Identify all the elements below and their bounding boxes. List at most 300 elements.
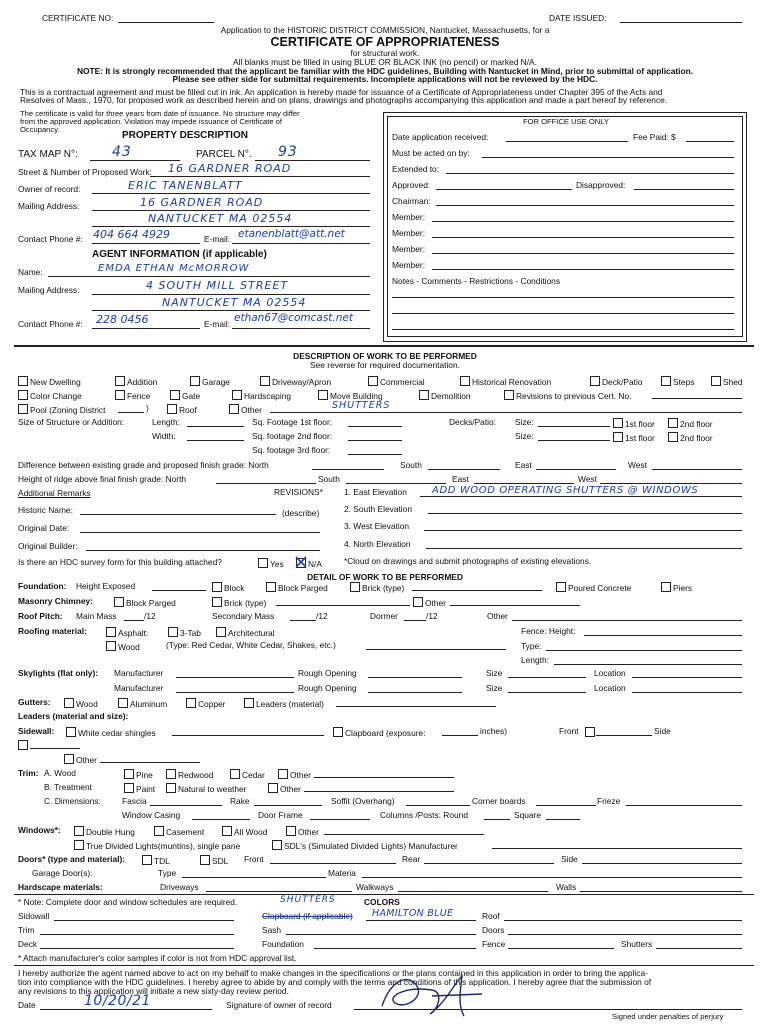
skylight-size-field[interactable] [508,677,586,678]
checkbox-icon [585,727,595,737]
section-divider [14,345,754,347]
skylights-label: Skylights (flat only): [18,668,99,678]
checkbox-icon [661,376,671,386]
soffit-field[interactable] [406,805,470,806]
cb-gate[interactable] [170,390,200,400]
cb-roof[interactable] [167,404,197,414]
cb-demolition[interactable] [419,390,471,400]
color-sash-label: Sash [262,925,282,935]
revisions-cert-field[interactable] [652,398,742,399]
checkbox-icon [413,597,423,607]
page-title: CERTIFICATE OF APPROPRIATENESS [270,35,500,49]
west-elevation-label: 3. West Elevation [344,521,410,531]
color-clapboard-label [262,912,353,920]
pool-zoning-field[interactable] [118,412,144,413]
property-heading: PROPERTY DESCRIPTION [122,130,248,141]
square-label: Square [514,810,542,820]
clapboard-exposure-field[interactable] [442,735,478,736]
cb-label: Block [224,583,245,593]
checkbox-icon [115,376,125,386]
cb-driveway[interactable] [260,376,331,386]
cb-label: Brick (type) [362,583,405,593]
cb-label: Yes [270,559,284,569]
chimney-other-field[interactable] [450,605,580,606]
wood-type-label: (Type: Red Cedar, White Cedar, Shakes, etc.) [166,640,336,650]
owner-email-value[interactable]: etanenblatt@att.net [238,228,345,240]
dormer-field[interactable] [404,620,426,621]
street-label: Street & Number of Proposed Work: [18,167,152,177]
color-doors-field[interactable] [508,934,742,935]
cb-pine[interactable] [124,769,153,779]
checkbox-icon [106,627,116,637]
ridge-west-label: West [578,474,597,484]
cb-deck-patio[interactable] [590,376,643,386]
checked-checkbox-icon [296,558,306,568]
cb-sdl-doors[interactable] [200,855,228,865]
north-elevation-label: 4. North Elevation [344,539,411,549]
cb-sidewall-extra[interactable] [18,740,30,750]
attach-note: * Attach manufacturer's color samples if color is not from HDC approval list. [18,953,297,963]
checkbox-icon [154,826,164,836]
cb-cedar[interactable] [230,769,265,779]
cb-white-cedar[interactable] [66,727,156,737]
cb-label: Other [298,827,319,837]
color-foundation-field[interactable] [314,948,476,949]
owner-label: Owner of record: [18,184,81,194]
cb-decks-1st-2[interactable] [613,432,655,442]
sq-2nd-field[interactable] [348,440,402,441]
cb-survey-yes[interactable] [258,558,284,568]
cb-garage[interactable] [190,376,230,386]
mailing-label: Mailing Address: [18,201,80,211]
original-builder-field[interactable] [86,550,320,551]
describe-label: (describe) [282,508,320,518]
corner-boards-field[interactable] [536,805,596,806]
checkbox-icon [272,840,282,850]
door-frame-field[interactable] [310,819,370,820]
street-line [150,176,370,177]
north-elevation-field[interactable] [426,548,742,549]
decks-size-label-2: Size: [515,431,534,441]
skylight-size-label-2: Size [486,683,503,693]
columns-round-field[interactable] [484,819,510,820]
cert-no-field[interactable] [118,22,214,23]
office-date-received: Date application received: [392,132,489,142]
cb-revisions[interactable] [504,390,631,400]
walls-field[interactable] [580,891,742,892]
street-value[interactable]: 16 GARDNER ROAD [168,162,292,175]
cb-asphalt[interactable] [106,627,148,637]
cb-label: 2nd floor [680,433,713,443]
cb-sdl[interactable] [272,840,458,850]
garage-type-field[interactable] [182,877,326,878]
sidewall-extra-field[interactable] [30,748,80,749]
doors-rear-field[interactable] [424,863,554,864]
cb-chimney-brick[interactable] [212,597,266,607]
doors-front-field[interactable] [270,863,396,864]
cb-label: Gate [182,391,201,401]
cb-fence[interactable] [115,390,150,400]
cb-redwood[interactable] [166,769,213,779]
agent-name-line [48,276,370,277]
checkbox-icon [167,404,177,414]
checkbox-icon [18,390,28,400]
cb-historical-renovation[interactable] [460,376,551,386]
walls-label: Walls [556,882,577,892]
cb-tdl[interactable] [142,855,170,865]
cb-gutters-aluminum[interactable] [118,698,167,708]
west-elevation-field[interactable] [424,530,742,531]
office-chairman: Chairman: [392,196,431,206]
chimney-brick-field[interactable] [276,605,410,606]
agent-mailing-value1[interactable]: 4 SOUTH MILL STREET [146,279,289,292]
treatment-other-field[interactable] [304,791,454,792]
office-member-1-field[interactable] [432,221,734,222]
cb-leaders-material[interactable] [244,698,324,708]
cb-color-change[interactable] [18,390,82,400]
east-elevation-value[interactable]: ADD WOOD OPERATING SHUTTERS @ WINDOWS [432,485,699,496]
cb-paint[interactable] [124,783,155,793]
secondary-mass-field[interactable] [290,620,316,621]
fence-height-field[interactable] [584,635,742,636]
agent-email-value[interactable]: ethan67@comcast.net [234,312,353,324]
cb-label: Clapboard (exposure: [345,728,426,738]
cb-hardscaping[interactable] [232,390,291,400]
walkways-field[interactable] [398,891,548,892]
doors-front-label: Front [244,854,264,864]
cb-other[interactable] [229,404,262,414]
sidewall-front-field[interactable] [596,735,652,736]
checkbox-icon [260,376,270,386]
ridge-west-field[interactable] [600,483,742,484]
tax-map-value[interactable]: 43 [112,144,132,160]
main-mass-field[interactable] [124,620,144,621]
tax-map-label: TAX MAP N°: [18,149,78,160]
survey-question: Is there an HDC survey form for this building attached? [18,557,222,567]
roofing-material-label: Roofing material: [18,626,87,636]
driveways-label: Driveways [160,882,199,892]
cb-chimney-block-parged[interactable] [114,597,176,607]
color-shutters-field[interactable] [656,948,742,949]
cb-block-parged[interactable] [266,582,328,592]
cb-architectural[interactable] [216,627,275,637]
columns-square-field[interactable] [546,819,580,820]
sq-3rd-label: Sq. footage 3rd floor: [252,445,331,455]
color-fence-label: Fence [482,939,506,949]
cb-label: Leaders (material) [256,699,324,709]
south-elevation-field[interactable] [428,513,742,514]
cb-label: 3-Tab [180,628,201,638]
fence-type-field[interactable] [546,650,742,651]
checkbox-icon [166,769,176,779]
owner-value[interactable]: ERIC TANENBLATT [128,179,243,192]
length-field[interactable] [187,426,244,427]
cb-piers[interactable] [661,582,692,592]
agent-mailing-line1 [92,294,370,295]
agent-name-value[interactable]: EMDA ETHAN McMORROW [98,263,250,274]
width-field[interactable] [187,440,244,441]
page-subtitle: for structural work. [350,48,420,58]
grade-label: Difference between existing grade and proposed finish grade: North [18,460,269,470]
cb-decks-2nd-2[interactable] [668,432,713,442]
grade-west-field[interactable] [652,469,742,470]
owner-line [92,193,370,194]
checkbox-icon [18,740,28,750]
cloud-note: *Cloud on drawings and submit photographs of existing elevations. [344,556,592,566]
rake-field[interactable] [254,805,322,806]
original-date-label: Original Date: [18,523,70,533]
office-notes-line3[interactable] [392,329,734,330]
garage-material-field[interactable] [362,877,742,878]
historic-name-label: Historic Name: [18,505,73,515]
cb-natural[interactable] [166,783,246,793]
valid-line3: Occupancy. [20,125,60,134]
doors-side-field[interactable] [582,863,742,864]
cb-treatment-other[interactable] [268,783,301,793]
color-deck-field[interactable] [40,948,234,949]
checkbox-icon [216,627,226,637]
cb-move-building[interactable] [318,390,383,400]
agent-email-label: E-mail: [204,319,231,329]
signature-label: Signature of owner of record [226,1000,332,1010]
owner-phone-value[interactable]: 404 664 4929 [93,228,170,241]
doors-rear-label: Rear [402,854,421,864]
color-clapboard-value[interactable]: HAMILTON BLUE [372,908,454,919]
foundation-brick-field[interactable] [412,590,542,591]
office-notes-line2[interactable] [392,313,734,314]
color-sash-field[interactable] [286,934,476,935]
office-acted-on-field[interactable] [482,157,734,158]
office-chairman-field[interactable] [436,205,734,206]
fascia-field[interactable] [150,805,222,806]
cb-decks-2nd[interactable] [668,418,713,428]
checkbox-icon [711,376,721,386]
checkbox-icon [115,390,125,400]
leaders-material-field[interactable] [336,706,496,707]
cb-gutters-copper[interactable] [186,698,225,708]
checkbox-icon [166,783,176,793]
auth-line2: tion into compliance with the HDC guidelines. I hereby agree to abide by and comply with the terms and conditions of this application. I hereby agree that the submission of [18,977,652,987]
office-fee-field[interactable] [686,141,734,142]
parcel-value[interactable]: 93 [278,144,298,160]
color-fence-field[interactable] [508,948,614,949]
checkbox-icon [661,582,671,592]
checkbox-icon [200,855,210,865]
cb-label: Piers [673,583,693,593]
original-date-field[interactable] [80,532,320,533]
wood-type-field[interactable] [366,649,506,650]
roof-pitch-other-field[interactable] [512,620,742,621]
color-roof-field[interactable] [504,920,742,921]
office-approved-field[interactable] [436,189,572,190]
agent-phone-line [92,328,200,329]
checkbox-icon [556,582,566,592]
office-notes-line1[interactable] [392,297,734,298]
agent-mailing-line2 [92,310,370,311]
cb-label: Move Building [330,391,383,401]
cb-steps[interactable] [661,376,694,386]
date-issued-label: DATE ISSUED: [549,13,607,23]
cb-label: Brick (type) [224,598,267,608]
cb-shed[interactable] [711,376,743,386]
cb-decks-1st[interactable] [613,418,655,428]
check-x-icon [295,556,307,568]
cb-true-divided[interactable] [74,840,240,850]
grade-north-field[interactable] [312,469,384,470]
cb-trim-other[interactable] [278,769,311,779]
sidewall-other-field[interactable] [100,762,200,763]
office-member-3: Member: [392,244,426,254]
cb-label: Other [280,784,301,794]
skylight-location-label: Location [594,668,626,678]
fence-length-field[interactable] [554,664,742,665]
trim-c-dimensions: C. Dimensions: [44,796,101,806]
skylight-manufacturer-field[interactable] [176,677,294,678]
ridge-south-field[interactable] [346,483,446,484]
sq-1st-label: Sq. Footage 1st floor: [252,417,333,427]
white-cedar-field[interactable] [172,735,324,736]
office-use-box [383,112,747,342]
roof-pitch-label: Roof Pitch: [18,611,63,621]
skylight-rough-opening-field[interactable] [368,677,462,678]
sq-1st-field[interactable] [348,426,402,427]
checkbox-icon [258,558,268,568]
tax-map-line [90,160,180,161]
checkbox-icon [668,432,678,442]
color-roof-label: Roof [482,911,500,921]
cb-new-dwelling[interactable] [18,376,81,386]
pool-paren: ) [146,403,149,413]
detail-heading: DETAIL OF WORK TO BE PERFORMED [307,572,463,582]
agent-phone-value[interactable]: 228 0456 [96,313,149,326]
office-notes: Notes - Comments - Restrictions - Conditions [392,276,561,286]
shutters-handwritten[interactable]: SHUTTERS [280,895,336,905]
driveways-field[interactable] [206,891,352,892]
cb-commercial[interactable] [368,376,425,386]
agent-phone-label: Contact Phone #: [18,319,83,329]
secondary-mass-12: /12 [316,611,328,621]
checkbox-icon [118,698,128,708]
frieze-field[interactable] [626,805,742,806]
color-trim-field[interactable] [40,934,234,935]
valid-line2: from the approved application. Violation may impede issuance of Certificate of [20,117,282,126]
cb-label: Other [425,598,446,608]
office-member-4-field[interactable] [432,269,734,270]
sdl-manufacturer-field[interactable] [492,848,742,849]
cb-double-hung[interactable] [74,826,135,836]
cb-label: Casement [166,827,205,837]
checkbox-icon [190,376,200,386]
skylight-location-field-2[interactable] [632,692,742,693]
footer-date-line [40,1009,212,1010]
cb-label: Commercial [380,377,425,387]
sidewall-side-label: Side [654,726,671,736]
agent-mailing-value2[interactable]: NANTUCKET MA 02554 [162,296,307,309]
checkbox-icon [266,582,276,592]
cb-addition[interactable] [115,376,157,386]
historic-name-field[interactable] [80,514,276,515]
grade-south-label: South [400,460,422,470]
footer-date-value[interactable]: 10/20/21 [84,993,151,1009]
checkbox-icon [64,754,74,764]
ridge-east-field[interactable] [474,483,574,484]
office-extended: Extended to: [392,164,440,174]
cb-brick-type[interactable] [350,582,404,592]
cb-label: Addition [127,377,158,387]
skylight-rough-opening-field-2[interactable] [368,692,462,693]
cb-pool[interactable] [18,404,105,414]
cb-roof-wood[interactable] [106,641,140,651]
cb-survey-na[interactable] [296,558,322,568]
windows-other-field[interactable] [324,834,484,835]
window-casing-label: Window Casing [122,810,181,820]
trim-other-field[interactable] [314,777,454,778]
cb-poured-concrete[interactable] [556,582,631,592]
decks-size-field-2[interactable] [538,440,610,441]
office-disapproved-field[interactable] [634,189,734,190]
contract-line2: Resolves of Mass., 1970, for proposed work as described herein and on plans, drawings and photographs accompanying this application and made a part hereof by reference. [20,95,668,105]
office-date-received-field[interactable] [506,141,628,142]
height-exposed-field[interactable] [152,590,206,591]
color-sidewall-field[interactable] [54,920,234,921]
mailing-value1[interactable]: 16 GARDNER ROAD [140,196,264,209]
cb-chimney-other[interactable] [413,597,446,607]
cb-clapboard[interactable] [333,727,426,737]
cb-sidewall-other[interactable] [64,754,97,764]
office-extended-field[interactable] [446,173,734,174]
grade-east-label: East [515,460,532,470]
office-member-2-field[interactable] [432,237,734,238]
cb-casement[interactable] [154,826,204,836]
fence-length-label: Length: [521,655,549,665]
cb-label: Deck/Patio [602,377,643,387]
trim-label: Trim: [18,768,39,778]
grade-south-field[interactable] [428,469,500,470]
skylight-rough-opening-label: Rough Opening [298,668,357,678]
skylight-size-field-2[interactable] [508,692,586,693]
agent-heading: AGENT INFORMATION (if applicable) [92,249,267,260]
grade-east-field[interactable] [536,469,616,470]
office-member-3-field[interactable] [432,253,734,254]
skylight-location-field[interactable] [632,677,742,678]
cb-gutters-wood[interactable] [64,698,98,708]
skylight-manufacturer-field-2[interactable] [176,692,294,693]
sq-3rd-field[interactable] [348,454,402,455]
cb-3tab[interactable] [168,627,201,637]
cb-all-wood[interactable] [222,826,267,836]
other-value[interactable]: SHUTTERS [332,400,391,411]
checkbox-icon [232,390,242,400]
decks-size-field[interactable] [538,426,610,427]
cb-label: Double Hung [86,827,135,837]
window-casing-field[interactable] [192,819,250,820]
date-issued-field[interactable] [620,22,742,23]
mailing-value2[interactable]: NANTUCKET MA 02554 [148,212,293,225]
rake-label: Rake [230,796,250,806]
cb-block[interactable] [212,582,244,592]
checkbox-icon [142,855,152,865]
checkbox-icon [212,582,222,592]
cb-label: Aluminum [130,699,168,709]
office-member-1: Member: [392,212,426,222]
windows-label: Windows*: [18,825,61,835]
cb-windows-other[interactable] [286,826,319,836]
garage-material-label: Materia [328,868,356,878]
cb-label: Natural to weather [178,784,247,794]
cb-label: Pine [136,770,153,780]
ridge-north-field[interactable] [216,483,316,484]
cb-label: True Divided Lights(muntins), single pane [86,841,241,851]
